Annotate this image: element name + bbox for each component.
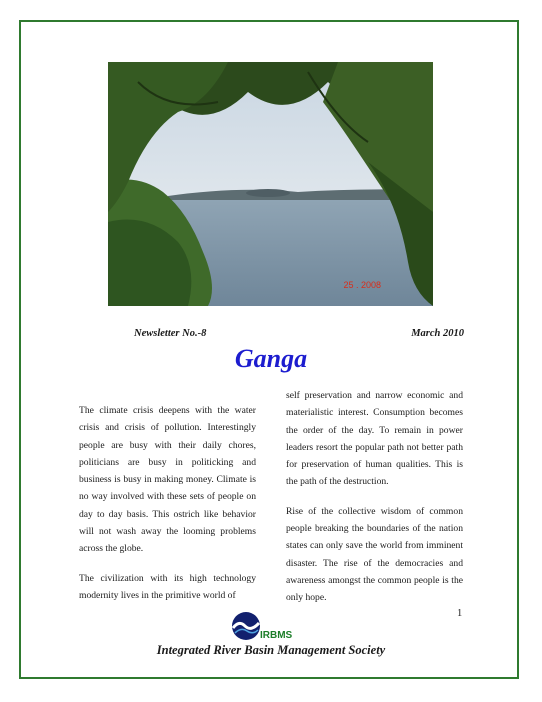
photo-datestamp: 25 . 2008 bbox=[343, 280, 381, 290]
logo-text: IRBMS bbox=[260, 630, 293, 641]
paragraph: The civilization with its high technology modernity lives in the primitive world of bbox=[79, 572, 256, 601]
paragraph: Rise of the collective wisdom of common people breaking the boundaries of the nation states can only save the world from imminent disaster. The rise of the democracies and awareness amongst the common people is the only hope. bbox=[286, 505, 463, 604]
organization-name: Integrated River Basin Management Society bbox=[156, 643, 386, 657]
newsletter-number: Newsletter No.-8 bbox=[134, 328, 207, 339]
right-column bbox=[286, 387, 463, 619]
newsletter-title: Ganga bbox=[234, 344, 308, 373]
newsletter-date: March 2010 bbox=[411, 328, 464, 339]
irbms-logo-icon bbox=[231, 611, 261, 641]
cover-photo bbox=[108, 62, 433, 306]
left-column bbox=[79, 402, 256, 616]
paragraph: The climate crisis deepens with the water crisis and crisis of pollution. Interestingly people are busy with their daily chores, politicians are busy in politicking and business is busy in making money. Climate is no way involved with these sets of people on day to day basis. This ostrich like behavior will not wash away the looming problems across the globe. bbox=[79, 405, 256, 555]
page-number: 1 bbox=[457, 608, 463, 619]
paragraph: self preservation and narrow economic and materialistic interest. Consumption becomes the order of the day. To remain in power leaders resort the popular path not better path for preservation of human qualities. This is the path of the destruction. bbox=[286, 390, 463, 488]
